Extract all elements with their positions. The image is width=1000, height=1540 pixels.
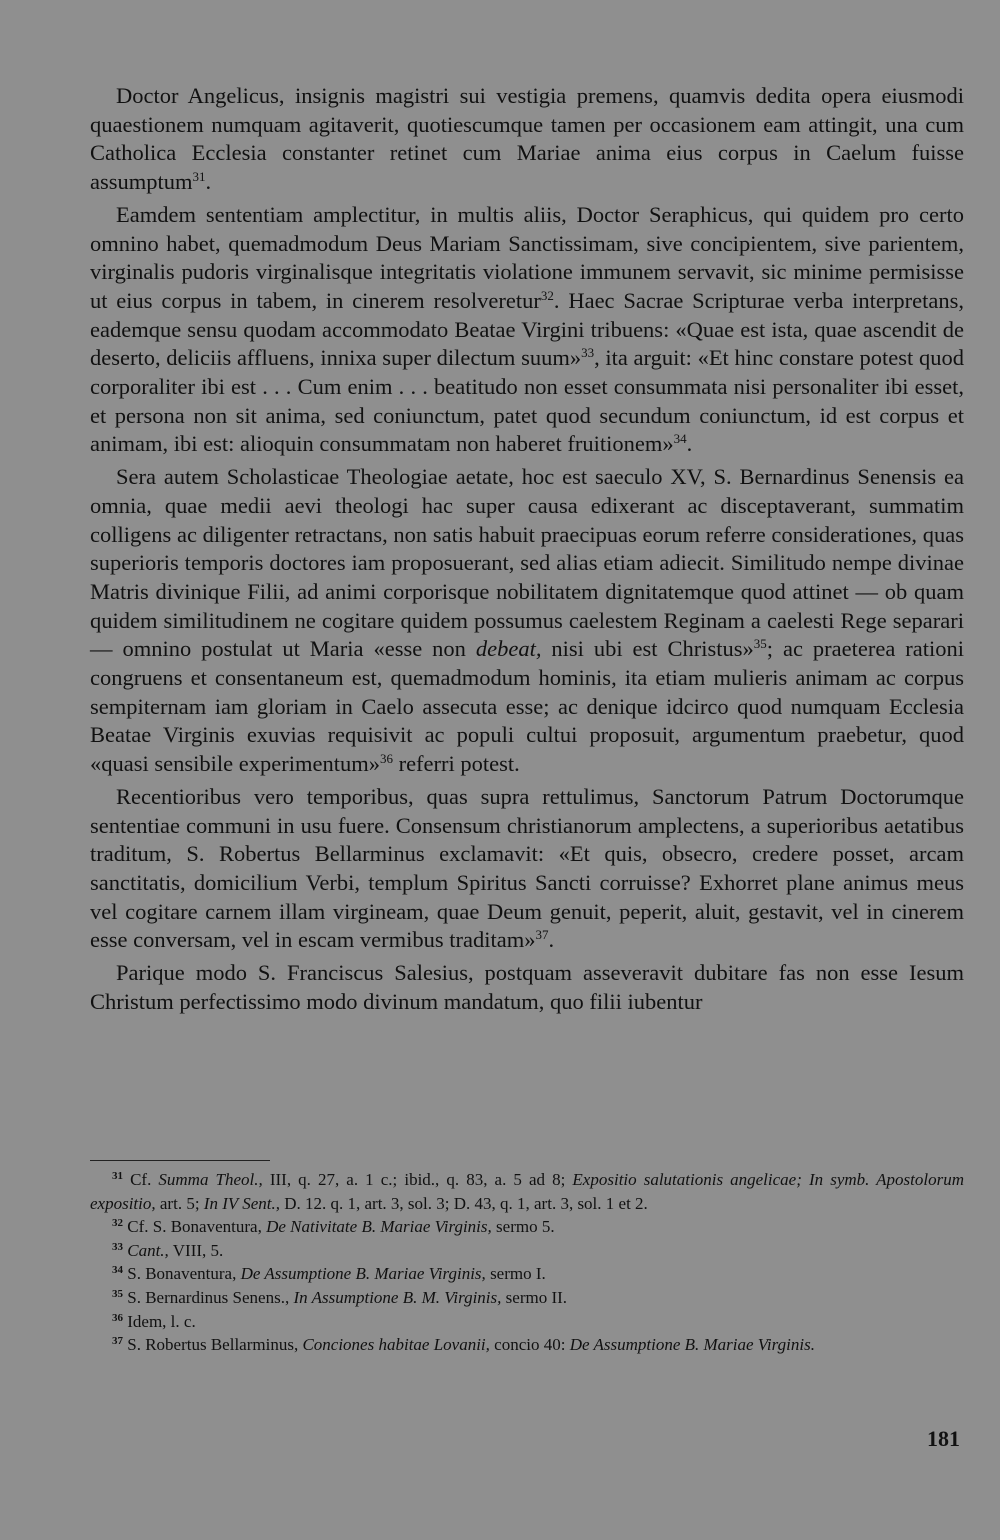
text-run: Sera autem Scholasticae Theologiae aetate, hoc est saeculo XV, S. Bernardinus Senensis ea omnia, quae medii aevi theologi hac super causa edixerant ac disceptaverant, summatim colligens ac diligenter retractans, non satis habuit praecipuas eorum referre considerationes, quas superioris temporis doctores iam proposuerant, sed alias etiam adiecit. Similitudo nempe divinae Matris divinique Filii, ad animi corporisque nobilitatem dignitatemque quod attinet — ob quam quidem similitudinem ne cogitare quidem possumus caelestem Reginam a caelesti Rege separari — omnino postulat ut Maria «esse non: [90, 464, 964, 662]
text-run: S. Robertus Bellarminus,: [127, 1335, 303, 1355]
page-number: 181: [927, 1426, 960, 1451]
italic-text: In Assumptione B. M. Virginis,: [293, 1287, 502, 1307]
footnote-ref: 33: [581, 345, 595, 361]
text-run: Parique modo S. Franciscus Salesius, postquam asseveravit dubitare fas non esse Iesum Christum perfectissimo modo divinum mandatum, quo filii iubentur: [90, 960, 964, 1014]
footnote-divider: [90, 1160, 270, 1161]
footnote-number: 36: [112, 1311, 123, 1324]
text-run: Cf.: [130, 1170, 159, 1189]
footnotes: [90, 1168, 964, 1357]
footnote: [90, 1262, 964, 1286]
text-run: ; ac praeterea rationi congruens et consentaneum est, quemadmodum hominis, ita etiam mulieris animam ac corpus sempiternam iam gloriam in Caelo assecuta esse; ac denique idcirco quod numquam Ecclesia Beatae Virginis exuvias requisivit ac populi cultui proposuit, argumentum praebetur, quod «quasi sensibile experimentum»: [90, 636, 964, 777]
text-run: referri potest.: [392, 751, 520, 777]
footnote-ref: 31: [192, 169, 206, 185]
footnote-number: 33: [112, 1240, 123, 1253]
text-run: S. Bonaventura,: [127, 1264, 241, 1284]
text-run: Doctor Angelicus, insignis magistri sui vestigia premens, quamvis dedita opera eiusmodi quaestionem numquam agitaverit, quotiescumque tamen per occasionem eam attingit, una cum Catholica Ecclesia constanter retinet cum Mariae anima eius corpus in Caelum fuisse assumptum: [90, 83, 964, 195]
footnote: [90, 1310, 964, 1334]
footnote: [90, 1286, 964, 1310]
main-text: [90, 82, 964, 1021]
text-run: VIII, 5.: [168, 1240, 224, 1260]
footnote-number: 32: [112, 1217, 123, 1230]
footnote: [90, 1239, 964, 1263]
paragraph: [90, 959, 964, 1016]
text-run: , ita arguit: «Et hinc constare potest quod corporaliter ibi est . . . Cum enim . . . beatitudo non esset consummata nisi personaliter ibi esset, et persona non sit anima, sed coniunctum, patet quod secundum coniunctum, id est corpus et animam, ibi est: alioquin consummatam non haberet fruitionem»: [90, 345, 964, 457]
text-run: nisi ubi est Christus»: [541, 636, 754, 662]
italic-text: Expositio salutationis angelicae; In symb. Apostolorum expositio,: [90, 1170, 964, 1213]
text-run: III, q. 27, a. 1 c.; ibid., q. 83, a. 5 ad 8;: [262, 1170, 573, 1189]
italic-text: debeat,: [475, 636, 542, 662]
italic-text: Conciones habitae Lovanii,: [302, 1335, 490, 1355]
footnote-ref: 34: [673, 431, 687, 447]
text-run: sermo 5.: [491, 1217, 555, 1237]
footnote-ref: 35: [753, 636, 767, 652]
footnote-number: 31: [112, 1170, 123, 1182]
text-run: Idem, l. c.: [127, 1311, 196, 1331]
paragraph: [90, 783, 964, 955]
text-run: D. 12. q. 1, art. 3, sol. 3; D. 43, q. 1, art. 3, sol. 1 et 2.: [279, 1193, 648, 1213]
paragraph: [90, 201, 964, 459]
italic-text: De Assumptione B. Mariae Virginis,: [240, 1264, 486, 1284]
italic-text: Cant.,: [127, 1240, 169, 1260]
italic-text: De Nativitate B. Mariae Virginis,: [266, 1217, 492, 1237]
text-run: .: [205, 169, 212, 195]
text-run: S. Bernardinus Senens.,: [127, 1287, 294, 1307]
italic-text: Summa Theol.,: [158, 1170, 263, 1189]
text-run: .: [548, 927, 555, 953]
text-run: . Haec Sacrae Scripturae verba interpretans, eademque sensu quodam accommodato Beatae Virgini tribuens: «Quae est ista, quae ascendit de deserto, deliciis affluens, innixa super dilectum suum»: [90, 287, 964, 371]
paragraph: [90, 463, 964, 779]
footnote-ref: 36: [379, 751, 393, 767]
text-run: Recentioribus vero temporibus, quas supra rettulimus, Sanctorum Patrum Doctorumque sententiae communi in usu fuere. Consensum christianorum amplectens, a superioribus aetatibus traditum, S. Robertus Bellarminus exclamavit: «Et quis, obsecro, credere posset, arcam sanctitatis, domicilium Verbi, templum Spiritus Sancti corruisse? Exhorret plane animus meus vel cogitare carnem illam virgineam, quae Deum genuit, peperit, aluit, gestavit, vel in cinerem esse conversam, vel in escam vermibus traditam»: [90, 783, 964, 953]
footnote: [90, 1168, 964, 1215]
italic-text: In IV Sent.,: [203, 1193, 280, 1213]
paragraph: [90, 82, 964, 197]
footnote-ref: 37: [535, 927, 549, 943]
text-run: art. 5;: [155, 1193, 204, 1213]
text-run: .: [686, 431, 693, 457]
footnote-ref: 32: [540, 287, 554, 303]
footnote: [90, 1333, 964, 1357]
footnote-number: 34: [112, 1264, 123, 1277]
footnote-number: 35: [112, 1287, 123, 1300]
text-run: concio 40:: [489, 1335, 570, 1355]
text-run: Cf. S. Bonaventura,: [127, 1217, 267, 1237]
text-run: sermo I.: [485, 1264, 546, 1284]
footnote-number: 37: [112, 1335, 123, 1348]
text-run: Eamdem sententiam amplectitur, in multis aliis, Doctor Seraphicus, qui quidem pro certo omnino habet, quemadmodum Deus Mariam Sanctissimam, sive concipientem, sive parientem, virginalis pudoris virginalisque integritatis violatione immunem servavit, sic minime permisisse ut eius corpus in tabem, in cinerem resolveretur: [90, 201, 964, 313]
text-run: sermo II.: [501, 1287, 568, 1307]
footnote: [90, 1215, 964, 1239]
italic-text: De Assumptione B. Mariae Virginis.: [569, 1335, 815, 1355]
